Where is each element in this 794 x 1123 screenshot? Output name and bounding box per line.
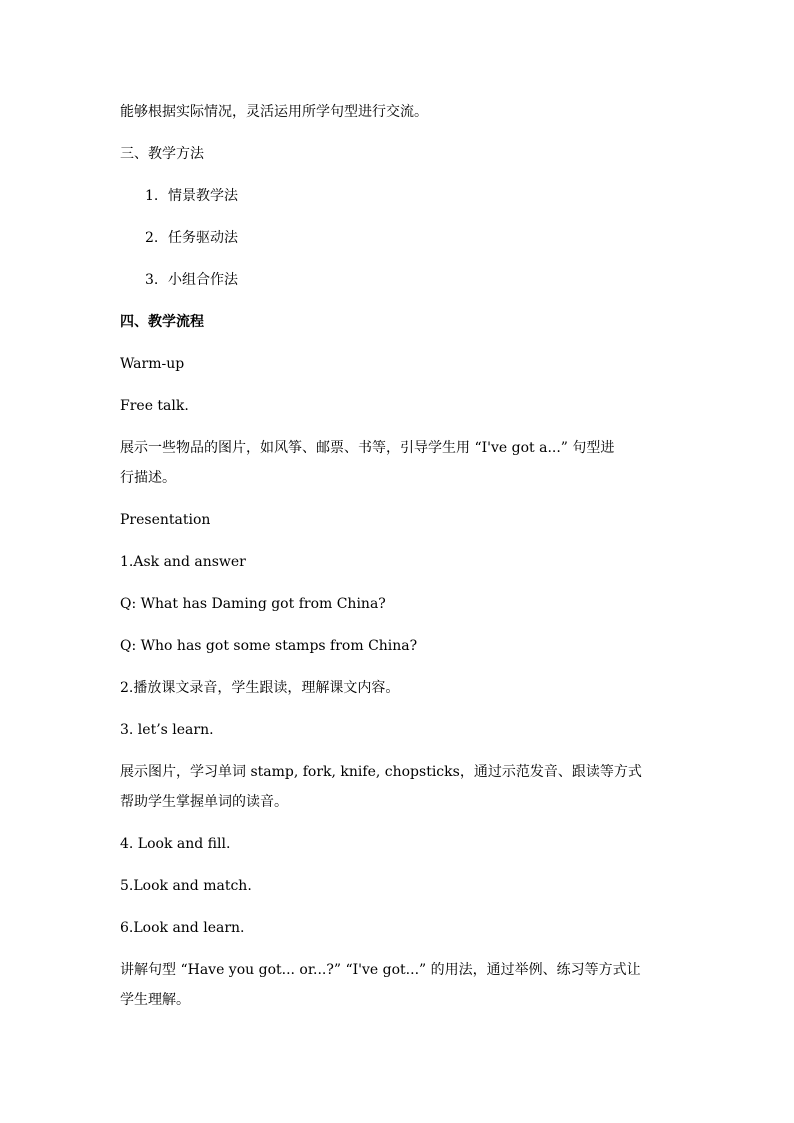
question-1: Q: What has Daming got from China? (120, 596, 386, 612)
step-lets-learn: 3. let’s learn. (120, 722, 214, 738)
list-item-number: 3. (145, 272, 159, 288)
section-heading-teaching-process: 四、教学流程 (120, 314, 204, 330)
section-heading-teaching-methods: 三、教学方法 (120, 146, 204, 162)
paragraph-explain-line-2: 学生理解。 (120, 992, 190, 1008)
list-item-number: 1. (145, 188, 159, 204)
paragraph-show-pictures-line-1: 展示一些物品的图片，如风筝、邮票、书等，引导学生用 “I've got a...” 句型进 (120, 440, 615, 456)
step-look-and-fill: 4. Look and fill. (120, 836, 231, 852)
paragraph-learn-words-line-1: 展示图片，学习单词 stamp, fork, knife, chopsticks，通过示范发音、跟读等方式 (120, 764, 642, 780)
list-item-text: 任务驱动法 (168, 230, 238, 246)
list-item-text: 情景教学法 (168, 188, 238, 204)
step-look-and-learn: 6.Look and learn. (120, 920, 245, 936)
question-2: Q: Who has got some stamps from China? (120, 638, 418, 654)
step-look-and-match: 5.Look and match. (120, 878, 252, 894)
step-ask-and-answer: 1.Ask and answer (120, 554, 246, 570)
list-item-text: 小组合作法 (168, 272, 238, 288)
paragraph-show-pictures-line-2: 行描述。 (120, 470, 176, 486)
step-free-talk: Free talk. (120, 398, 189, 414)
paragraph-explain-line-1: 讲解句型 “Have you got... or...?” “I've got...” 的用法，通过举例、练习等方式让 (120, 962, 641, 978)
paragraph-communication: 能够根据实际情况，灵活运用所学句型进行交流。 (120, 104, 428, 120)
step-warm-up: Warm-up (120, 356, 185, 372)
list-item-number: 2. (145, 230, 159, 246)
paragraph-learn-words-line-2: 帮助学生掌握单词的读音。 (120, 794, 288, 810)
step-presentation: Presentation (120, 512, 211, 528)
step-play-recording: 2.播放课文录音，学生跟读，理解课文内容。 (120, 680, 400, 696)
